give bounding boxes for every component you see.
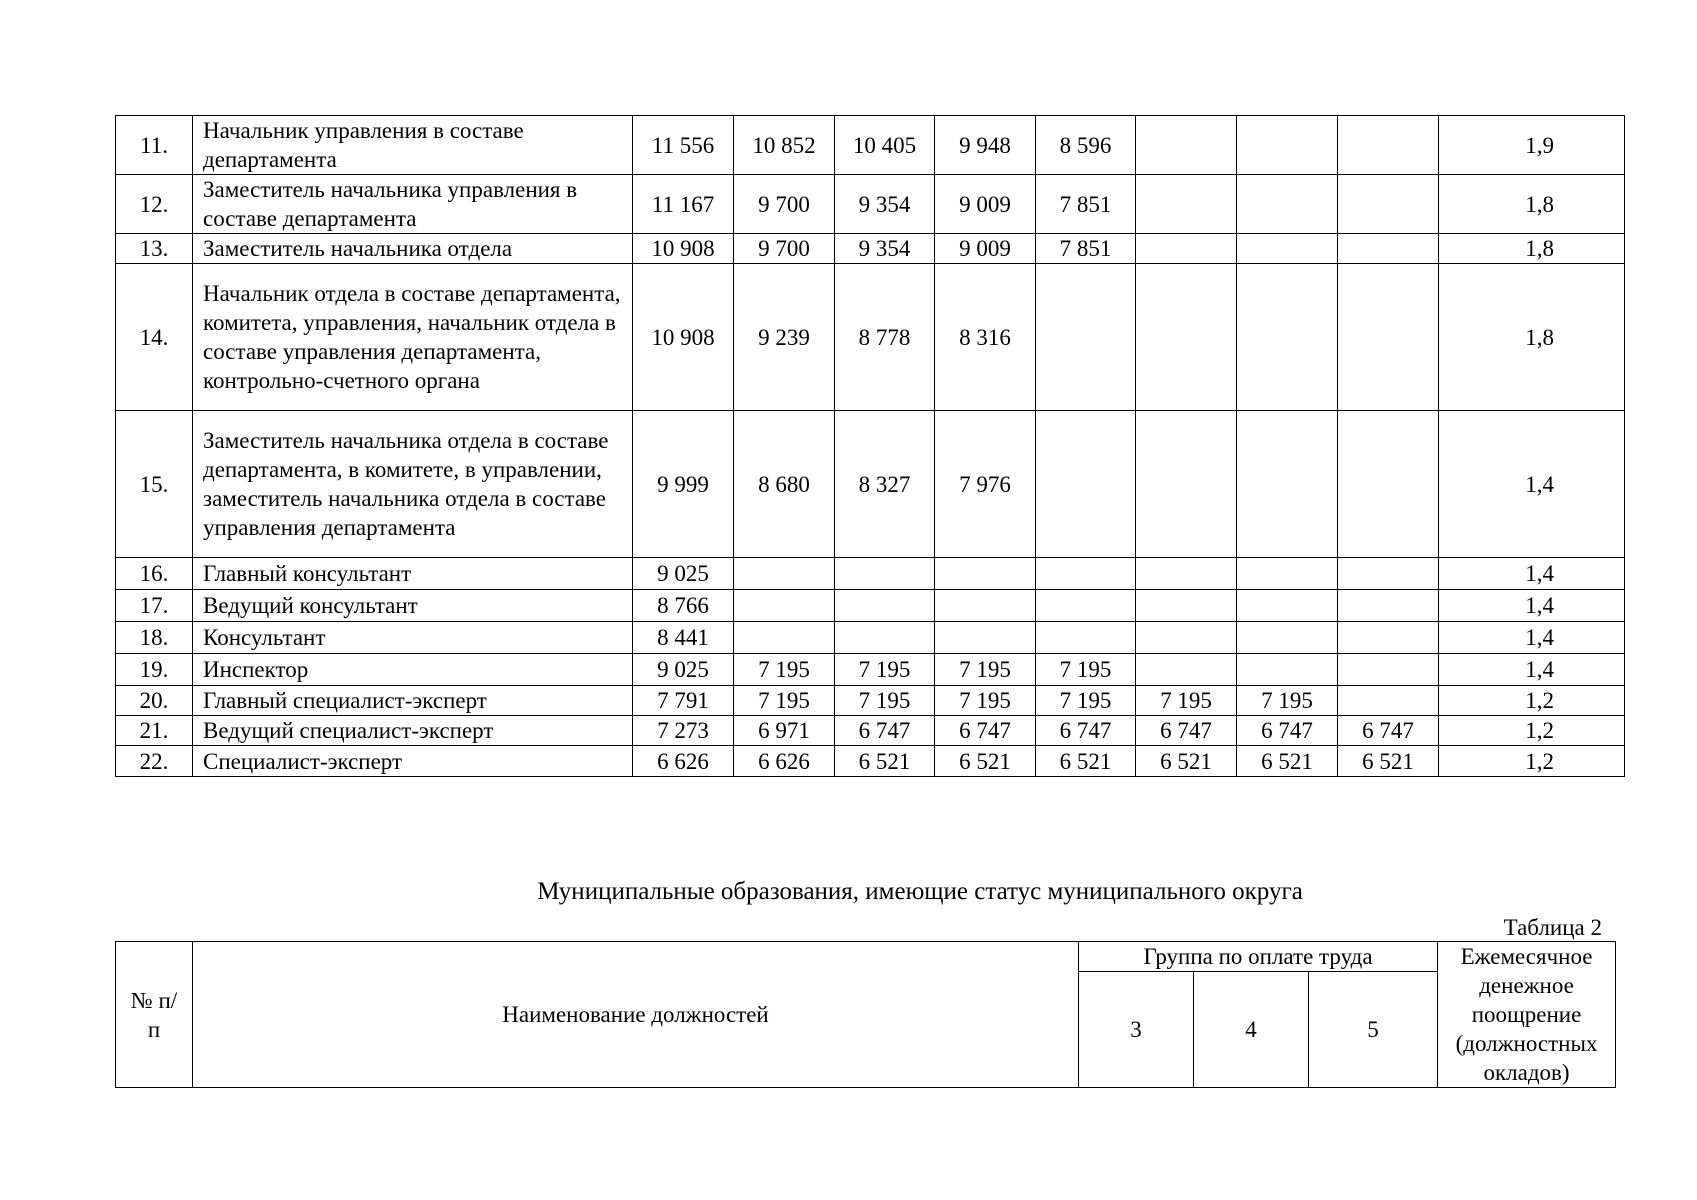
salary-value: [1237, 264, 1338, 411]
salary-value: 7 195: [1237, 686, 1338, 716]
salary-value: [1237, 654, 1338, 686]
salary-value: 6 971: [734, 716, 835, 746]
position-name: Специалист-эксперт: [193, 746, 633, 777]
table-row: [116, 622, 1625, 654]
column-header-number: № п/п: [116, 942, 193, 1088]
salary-value: 9 354: [835, 175, 935, 234]
salary-value: [1237, 558, 1338, 590]
salary-value: [1136, 558, 1237, 590]
salary-value: [1136, 234, 1237, 264]
salary-value: [935, 558, 1036, 590]
salary-value: 7 195: [1036, 686, 1136, 716]
row-number: 21.: [116, 716, 193, 746]
position-name: Инспектор: [193, 654, 633, 686]
row-number: 17.: [116, 590, 193, 622]
salary-value: 8 316: [935, 264, 1036, 411]
position-name: Заместитель начальника отдела: [193, 234, 633, 264]
position-name: Главный специалист-эксперт: [193, 686, 633, 716]
salary-value: [1136, 116, 1237, 175]
salary-value: [935, 622, 1036, 654]
salary-value: 8 680: [734, 411, 835, 558]
table-row: [116, 558, 1625, 590]
column-header-pay-group: Группа по оплате труда: [1079, 942, 1438, 972]
salary-value: 8 441: [633, 622, 734, 654]
salary-value: [734, 558, 835, 590]
salary-value: 10 852: [734, 116, 835, 175]
bonus-coefficient: 1,8: [1439, 264, 1625, 411]
salary-value: 6 521: [1036, 746, 1136, 777]
salary-table-continued: [115, 115, 1625, 777]
salary-value: 9 025: [633, 558, 734, 590]
salary-value: 6 747: [1136, 716, 1237, 746]
table-row: [116, 411, 1625, 558]
salary-value: 6 521: [835, 746, 935, 777]
salary-value: 7 195: [835, 654, 935, 686]
header-row: [116, 942, 1616, 972]
table-row: [116, 590, 1625, 622]
salary-table-2-header: [115, 941, 1616, 1088]
salary-value: 9 999: [633, 411, 734, 558]
salary-value: [1136, 590, 1237, 622]
salary-value: [835, 590, 935, 622]
table-row: [116, 654, 1625, 686]
salary-value: [1136, 411, 1237, 558]
salary-value: [1237, 411, 1338, 558]
bonus-coefficient: 1,2: [1439, 746, 1625, 777]
salary-value: 7 273: [633, 716, 734, 746]
pay-group-5: 5: [1309, 972, 1438, 1088]
table-caption: Таблица 2: [1503, 915, 1602, 940]
salary-value: 7 195: [1136, 686, 1237, 716]
salary-value: 10 405: [835, 116, 935, 175]
position-name: Заместитель начальника отдела в составе департамента, в комитете, в управлении, заместитель начальника отдела в составе управления департамента: [193, 411, 633, 558]
salary-value: 10 908: [633, 264, 734, 411]
column-header-monthly-bonus: Ежемесячное денежное поощрение (должностных окладов): [1438, 942, 1616, 1088]
salary-value: 6 521: [935, 746, 1036, 777]
salary-value: 8 596: [1036, 116, 1136, 175]
salary-value: 7 195: [935, 686, 1036, 716]
salary-value: 7 195: [734, 654, 835, 686]
salary-value: [1338, 654, 1439, 686]
salary-value: 7 791: [633, 686, 734, 716]
table-row: [116, 264, 1625, 411]
salary-value: 9 009: [935, 234, 1036, 264]
bonus-coefficient: 1,4: [1439, 411, 1625, 558]
bonus-coefficient: 1,4: [1439, 590, 1625, 622]
salary-value: [835, 622, 935, 654]
row-number: 11.: [116, 116, 193, 175]
pay-group-4: 4: [1194, 972, 1309, 1088]
salary-value: 7 851: [1036, 234, 1136, 264]
salary-value: 9 700: [734, 234, 835, 264]
table-row: [116, 686, 1625, 716]
salary-value: [1036, 558, 1136, 590]
salary-value: 8 766: [633, 590, 734, 622]
row-number: 22.: [116, 746, 193, 777]
salary-value: [1036, 622, 1136, 654]
row-number: 18.: [116, 622, 193, 654]
salary-value: 9 700: [734, 175, 835, 234]
salary-value: [835, 558, 935, 590]
section-title: Муниципальные образования, имеющие статус муниципального округа: [537, 878, 1303, 905]
salary-value: 6 626: [633, 746, 734, 777]
salary-value: 6 521: [1338, 746, 1439, 777]
salary-value: [1136, 654, 1237, 686]
position-name: Начальник отдела в составе департамента, комитета, управления, начальник отдела в составе управления департамента, контрольно-счетного органа: [193, 264, 633, 411]
salary-value: 6 521: [1237, 746, 1338, 777]
salary-value: [734, 622, 835, 654]
salary-value: 7 195: [1036, 654, 1136, 686]
salary-value: [1237, 234, 1338, 264]
salary-value: 9 948: [935, 116, 1036, 175]
bonus-coefficient: 1,4: [1439, 654, 1625, 686]
row-number: 14.: [116, 264, 193, 411]
salary-value: 8 778: [835, 264, 935, 411]
salary-value: [1338, 590, 1439, 622]
bonus-coefficient: 1,8: [1439, 234, 1625, 264]
salary-value: [1237, 622, 1338, 654]
row-number: 13.: [116, 234, 193, 264]
salary-value: [1237, 116, 1338, 175]
salary-value: [1036, 411, 1136, 558]
bonus-coefficient: 1,4: [1439, 622, 1625, 654]
salary-value: 9 025: [633, 654, 734, 686]
salary-value: [935, 590, 1036, 622]
salary-value: [1338, 116, 1439, 175]
salary-value: [1237, 175, 1338, 234]
table-row: [116, 716, 1625, 746]
table-row: [116, 234, 1625, 264]
bonus-coefficient: 1,9: [1439, 116, 1625, 175]
salary-value: [734, 590, 835, 622]
salary-value: 7 195: [935, 654, 1036, 686]
salary-value: [1136, 264, 1237, 411]
salary-value: 7 851: [1036, 175, 1136, 234]
row-number: 15.: [116, 411, 193, 558]
salary-value: [1338, 411, 1439, 558]
row-number: 12.: [116, 175, 193, 234]
salary-value: 8 327: [835, 411, 935, 558]
table-row: [116, 746, 1625, 777]
position-name: Ведущий консультант: [193, 590, 633, 622]
bonus-coefficient: 1,2: [1439, 716, 1625, 746]
row-number: 16.: [116, 558, 193, 590]
salary-value: [1338, 558, 1439, 590]
bonus-coefficient: 1,4: [1439, 558, 1625, 590]
salary-value: 7 195: [734, 686, 835, 716]
salary-value: 9 009: [935, 175, 1036, 234]
salary-value: [1036, 264, 1136, 411]
position-name: Консультант: [193, 622, 633, 654]
salary-value: 11 556: [633, 116, 734, 175]
salary-value: 6 747: [935, 716, 1036, 746]
salary-value: 6 626: [734, 746, 835, 777]
row-number: 19.: [116, 654, 193, 686]
bonus-coefficient: 1,8: [1439, 175, 1625, 234]
salary-value: [1136, 175, 1237, 234]
table-row: [116, 175, 1625, 234]
salary-value: [1136, 622, 1237, 654]
salary-value: [1338, 264, 1439, 411]
position-name: Заместитель начальника управления в составе департамента: [193, 175, 633, 234]
pay-group-3: 3: [1079, 972, 1194, 1088]
salary-value: 6 521: [1136, 746, 1237, 777]
salary-value: 6 747: [1338, 716, 1439, 746]
row-number: 20.: [116, 686, 193, 716]
position-name: Главный консультант: [193, 558, 633, 590]
salary-value: [1338, 686, 1439, 716]
salary-value: [1036, 590, 1136, 622]
salary-value: 6 747: [1237, 716, 1338, 746]
salary-value: 9 239: [734, 264, 835, 411]
salary-value: 9 354: [835, 234, 935, 264]
salary-value: 11 167: [633, 175, 734, 234]
bonus-coefficient: 1,2: [1439, 686, 1625, 716]
table-row: [116, 116, 1625, 175]
position-name: Ведущий специалист-эксперт: [193, 716, 633, 746]
salary-value: [1237, 590, 1338, 622]
salary-value: 7 976: [935, 411, 1036, 558]
position-name: Начальник управления в составе департамента: [193, 116, 633, 175]
column-header-position-name: Наименование должностей: [193, 942, 1079, 1088]
salary-value: [1338, 234, 1439, 264]
salary-value: [1338, 175, 1439, 234]
salary-value: 6 747: [835, 716, 935, 746]
salary-value: 6 747: [1036, 716, 1136, 746]
salary-value: 10 908: [633, 234, 734, 264]
salary-value: [1338, 622, 1439, 654]
salary-value: 7 195: [835, 686, 935, 716]
